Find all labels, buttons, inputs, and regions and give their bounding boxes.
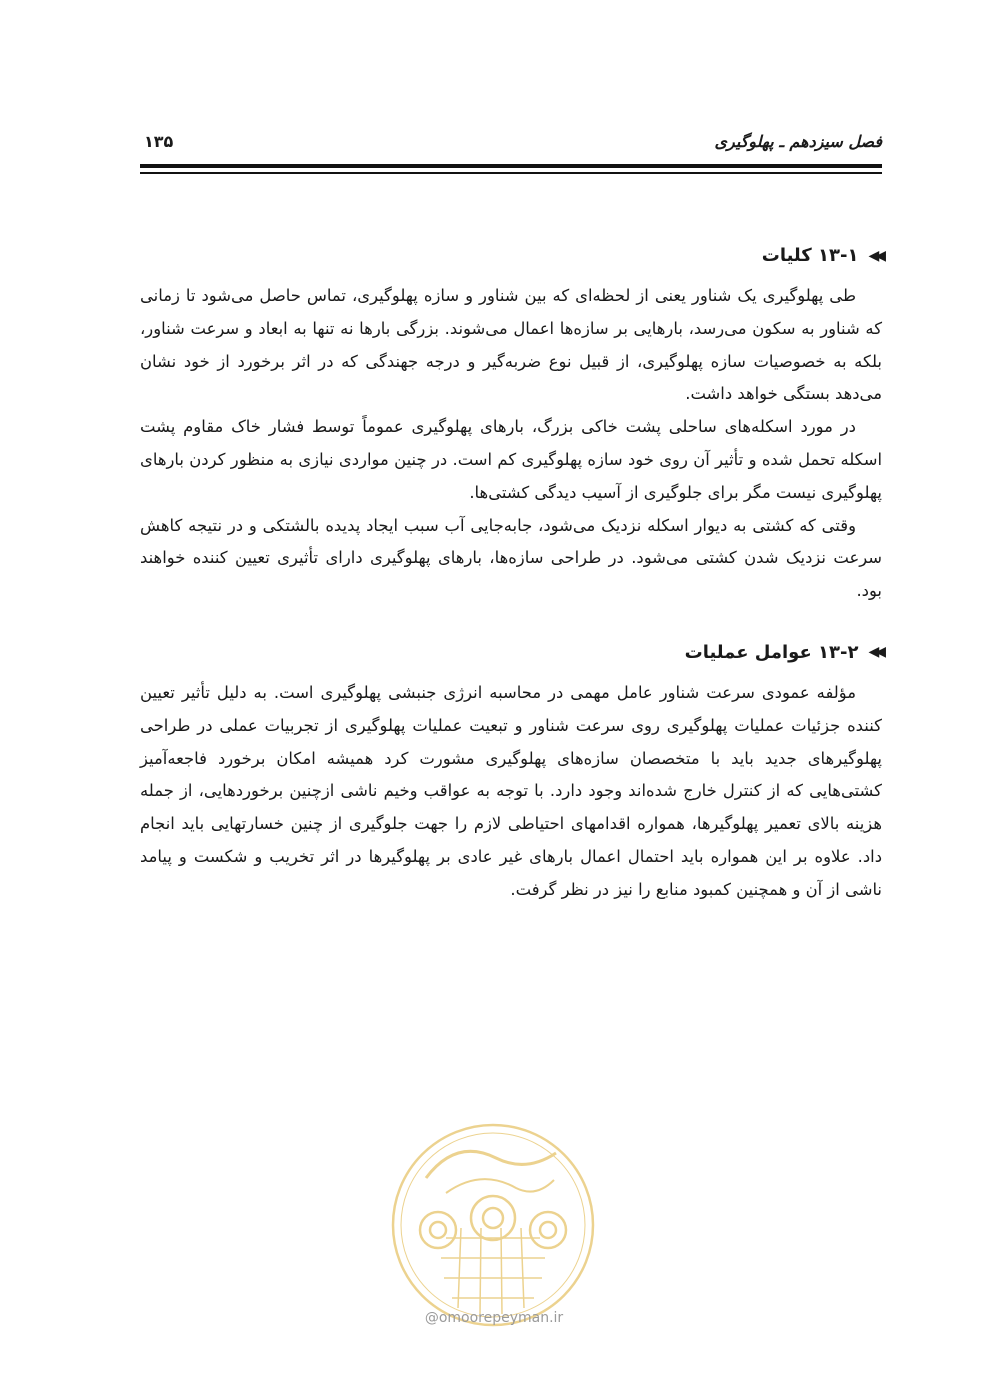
paragraph: مؤلفه عمودی سرعت شناور عامل مهمی در محاسبه انرژی جنبشی پهلوگیری است. به دلیل تأثیر تعیین کننده جزئیات عملیات پهلوگیری روی سرعت شناور و تبعیت عملیات پهلوگیری از تجربیات عملی در طراحی پهلوگیرهای جدید باید با متخصصان سازه‌های پهلوگیری مشورت کرد همیشه امکان برخورد فاجعه‌آمیز کشتی‌هایی که از کنترل خارج شده‌اند وجود دارد. با توجه به عواقب وخیم ناشی ازچنین برخوردهایی، از جمله هزینه بالای تعمیر پهلوگیرها، همواره اقدامهای احتیاطی لازم را جهت جلوگیری از چنین خسارتهایی باید انجام داد. علاوه بر این همواره باید احتمال اعمال بارهای غیر عادی بر پهلوگیرها در اثر تخریب و شکست و پیامد ناشی از آن و همچنین کمبود منابع را نیز در نظر گرفت. bbox=[140, 682, 882, 899]
watermark-logo-icon bbox=[386, 1118, 600, 1332]
header-rule-thick bbox=[140, 164, 882, 168]
double-arrow-icon: ◀◀ bbox=[868, 247, 882, 264]
header-rule-thin bbox=[140, 172, 882, 174]
section-title: ۱۳-۲ عوامل عملیات bbox=[684, 641, 859, 663]
watermark-url: @omoorepeyman.ir bbox=[424, 1310, 564, 1326]
double-arrow-icon: ◀◀ bbox=[868, 644, 882, 661]
section-title: ۱۳-۱ کلیات bbox=[761, 245, 859, 266]
page-number: ۱۳۵ bbox=[144, 132, 174, 151]
paragraph: در مورد اسکله‌های ساحلی پشت خاکی بزرگ، بارهای پهلوگیری عموماً توسط فشار خاک مقاوم پشت اسکله تحمل شده و تأثیر آن روی خود سازه پهلوگیری کم است. در چنین مواردی نیازی به منظور کردن بارهای پهلوگیری نیست مگر برای جلوگیری از آسیب دیدگی کشتی‌ها. bbox=[140, 417, 882, 502]
section-heading-2 bbox=[140, 642, 882, 663]
chapter-title: فصل سیزدهم ـ پهلوگیری bbox=[714, 132, 882, 151]
page-content bbox=[140, 245, 882, 907]
page-header bbox=[140, 128, 882, 158]
section-heading-1 bbox=[140, 245, 882, 266]
paragraph: طی پهلوگیری یک شناور یعنی از لحظه‌ای که بین شناور و سازه پهلوگیری، تماس حاصل می‌شود تا زمانی که شناور به سکون می‌رسد، بارهایی بر سازه‌ها اعمال می‌شوند. بزرگی بارها نه تنها به ابعاد و سرعت شناور، بلکه به خصوصیات سازه پهلوگیری، از قبیل نوع ضربه‌گیر و درجه جهندگی که در اثر برخورد از خود نشان می‌دهد بستگی خواهد داشت. bbox=[140, 286, 882, 404]
paragraph: وقتی که کشتی به دیوار اسکله نزدیک می‌شود، جابه‌جایی آب سبب ایجاد پدیده بالشتکی و در نتیجه کاهش سرعت نزدیک شدن کشتی می‌شود. در طراحی سازه‌ها، بارهای پهلوگیری دارای تأثیری تعیین کننده خواهند بود. bbox=[140, 515, 882, 601]
